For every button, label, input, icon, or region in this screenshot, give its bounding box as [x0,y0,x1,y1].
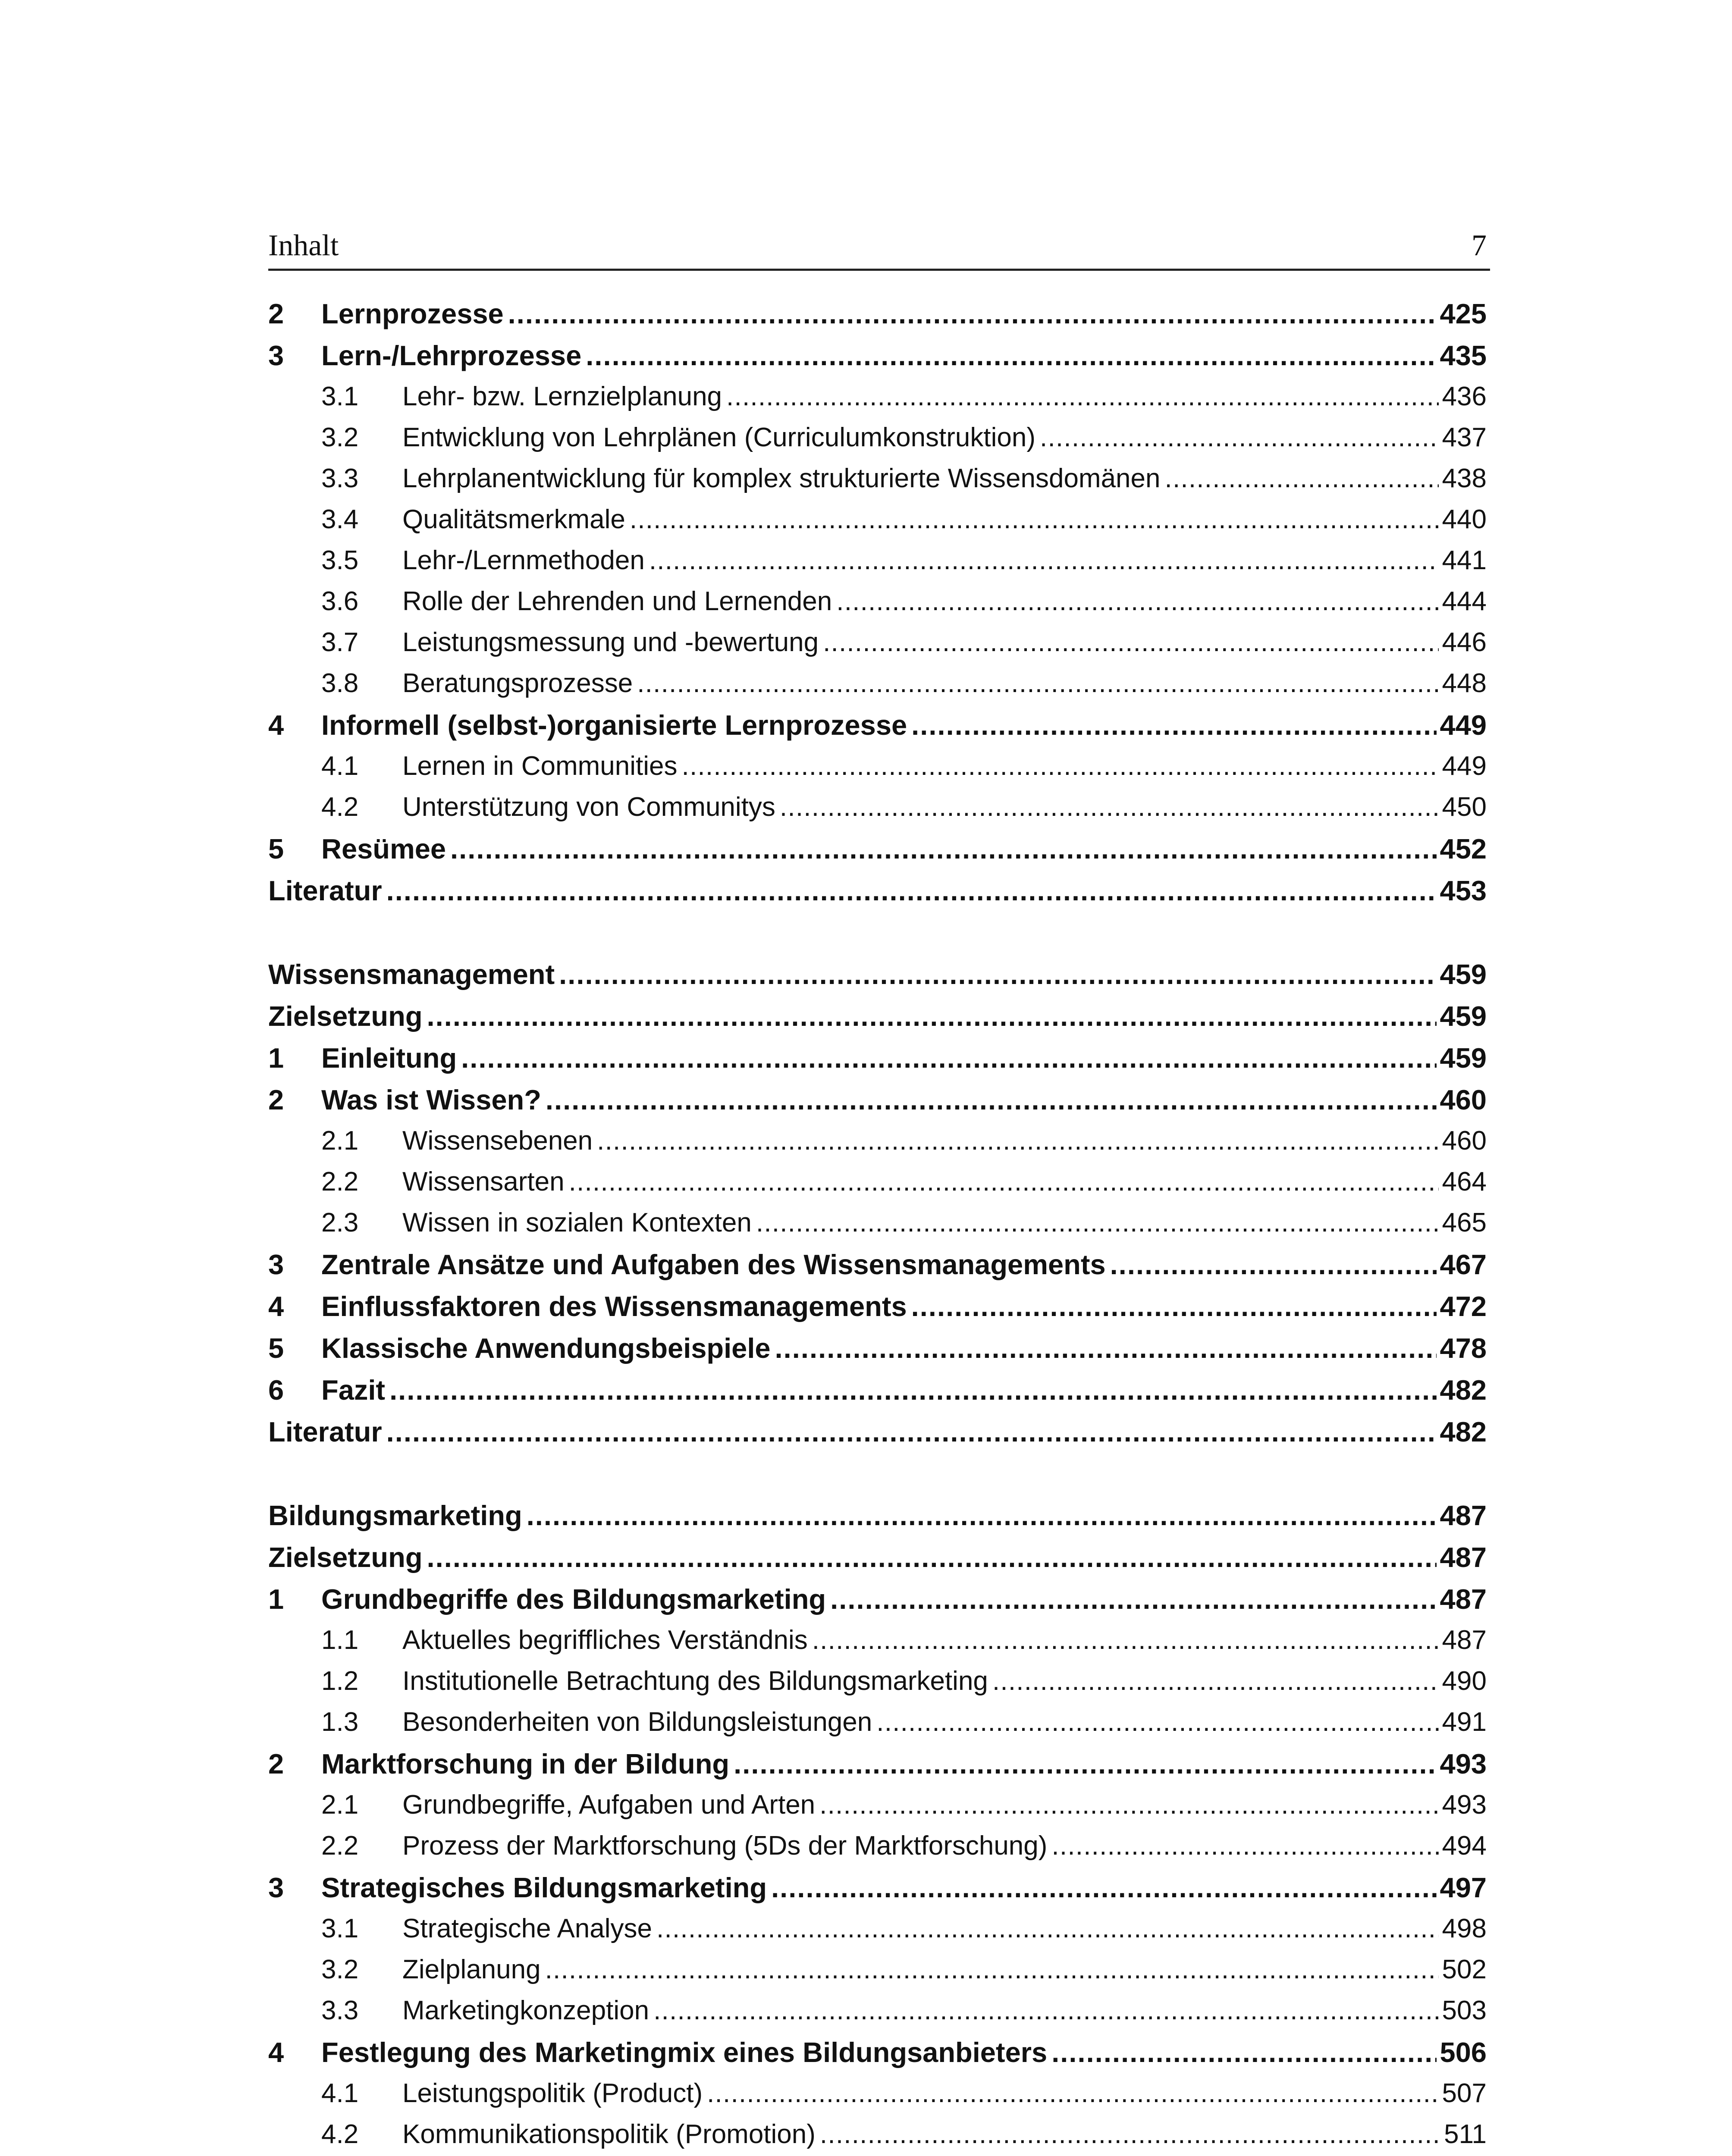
dot-leader [756,1207,1439,1238]
toc-entry-number: 2.2 [321,1167,359,1197]
toc-entry-title: Prozess der Marktforschung (5Ds der Marktforschung) [402,1831,1048,1861]
toc-entry-title: Literatur [268,875,382,906]
toc-entry-title: Zielsetzung [268,1542,423,1573]
toc-entry-title: Festlegung des Marketingmix eines Bildungsanbieters [321,2037,1048,2068]
toc-entry-number: 5 [268,833,284,865]
toc-entry-subsection[interactable] [268,1166,1490,1207]
toc-entry-subsection[interactable] [268,1625,1490,1666]
toc-entry-title: Was ist Wissen? [321,1084,541,1116]
toc-entry-title: Beratungsprozesse [402,668,633,698]
toc-entry-subsection[interactable] [268,1666,1490,1707]
dot-leader [427,1000,1437,1032]
toc-entry-page: 438 [1442,464,1487,493]
toc-entry-number: 3.2 [321,1955,359,1984]
toc-entry-page: 511 [1444,2119,1487,2149]
toc-entry-title: Qualitätsmerkmale [402,505,625,534]
toc-entry-number: 1.3 [321,1707,359,1737]
toc-entry-page: 494 [1442,1831,1487,1861]
toc-entry-page: 450 [1442,792,1487,822]
toc-entry-page: 459 [1440,1000,1487,1032]
toc-entry-page: 448 [1442,668,1487,698]
toc-entry-page: 467 [1440,1249,1487,1280]
dot-leader [389,1374,1436,1406]
toc-entry-number: 3.7 [321,627,359,657]
dot-leader [630,504,1439,535]
dot-leader [911,1290,1437,1322]
toc-entry-chapter[interactable] [268,339,1490,381]
toc-entry-subsection[interactable] [268,1995,1490,2036]
toc-entry-number: 3.4 [321,505,359,534]
dot-leader [559,958,1436,990]
toc-entry-subsection[interactable] [268,751,1490,792]
toc-entry-title: Lernprozesse [321,298,504,329]
toc-entry-page: 441 [1442,545,1487,575]
toc-entry-chapter[interactable] [268,1084,1490,1125]
toc-entry-page: 460 [1442,1126,1487,1156]
toc-entry-number: 3 [268,1249,284,1280]
dot-leader [707,2078,1438,2109]
toc-entry-title: Wissensebenen [402,1126,593,1156]
toc-entry-page: 493 [1440,1748,1487,1780]
dot-leader [1051,1830,1438,1861]
toc-entry-chapter[interactable] [268,709,1490,751]
toc-entry-page: 437 [1442,423,1487,452]
dot-leader [911,709,1436,741]
toc-entry-page: 506 [1440,2037,1487,2068]
toc-entry-page: 487 [1440,1583,1487,1615]
dot-leader [726,381,1439,412]
toc-entry-title: Lernen in Communities [402,751,678,781]
toc-entry-title: Lehr- bzw. Lernzielplanung [402,382,722,411]
dot-leader [637,668,1438,699]
toc-entry-chapter[interactable] [268,874,1490,916]
toc-entry-number: 3 [268,340,284,371]
toc-entry-chapter[interactable] [268,1499,1490,1541]
dot-leader [386,1416,1437,1448]
toc-entry-chapter[interactable] [268,1416,1490,1457]
toc-entry-chapter[interactable] [268,1871,1490,1913]
dot-leader [836,586,1438,617]
toc-entry-page: 493 [1442,1790,1487,1820]
toc-entry-title: Institutionelle Betrachtung des Bildungsmarketing [402,1666,988,1696]
toc-entry-page: 460 [1440,1084,1487,1116]
toc-entry-subsection[interactable] [268,2119,1490,2156]
dot-leader [461,1042,1436,1074]
dot-leader [545,1954,1439,1985]
toc-entry-title: Kommunikationspolitik (Promotion) [402,2119,816,2149]
toc-entry-title: Wissensmanagement [268,959,555,990]
toc-entry-title: Zielsetzung [268,1000,423,1032]
toc-entry-number: 2 [268,1084,284,1116]
toc-entry-page: 465 [1442,1208,1487,1238]
toc-entry-subsection[interactable] [268,1125,1490,1166]
toc-entry-page: 459 [1440,959,1487,990]
toc-entry-title: Klassische Anwendungsbeispiele [321,1332,771,1364]
toc-entry-number: 4.1 [321,2078,359,2108]
toc-entry-page: 482 [1440,1416,1487,1448]
toc-entry-title: Bildungsmarketing [268,1500,522,1531]
toc-entry-page: 446 [1442,627,1487,657]
dot-leader [653,1995,1438,2026]
dot-leader [771,1871,1436,1904]
toc-entry-title: Lehr-/Lernmethoden [402,545,645,575]
toc-entry-page: 453 [1440,875,1487,906]
toc-entry-title: Zielplanung [402,1955,541,1984]
toc-entry-chapter[interactable] [268,298,1490,339]
toc-entry-page: 435 [1440,340,1487,371]
toc-entry-page: 459 [1440,1042,1487,1074]
toc-entry-subsection[interactable] [268,2078,1490,2119]
toc-section [268,298,1490,916]
dot-leader [734,1748,1436,1780]
toc-entry-page: 487 [1440,1542,1487,1573]
dot-leader [830,1583,1436,1615]
toc-section [268,1499,1490,2156]
header-title: Inhalt [268,229,339,262]
toc-entry-subsection[interactable] [268,504,1490,545]
toc-entry-number: 3.1 [321,1914,359,1943]
toc-entry-number: 3.3 [321,464,359,493]
toc-entry-title: Besonderheiten von Bildungsleistungen [402,1707,872,1737]
toc-entry-title: Entwicklung von Lehrplänen (Curriculumkonstruktion) [402,423,1036,452]
dot-leader [427,1541,1437,1573]
toc-entry-title: Zentrale Ansätze und Aufgaben des Wissensmanagements [321,1249,1106,1280]
toc-entry-title: Marktforschung in der Bildung [321,1748,730,1780]
toc-entry-subsection[interactable] [268,545,1490,586]
toc-entry-page: 440 [1442,505,1487,534]
toc-entry-subsection[interactable] [268,586,1490,627]
toc-entry-number: 3.3 [321,1996,359,2025]
toc-entry-page: 436 [1442,382,1487,411]
toc-entry-number: 3.5 [321,545,359,575]
toc-entry-number: 1 [268,1042,284,1074]
table-of-contents [268,298,1490,2156]
dot-leader [1040,422,1439,453]
toc-entry-subsection[interactable] [268,668,1490,709]
toc-entry-number: 3.8 [321,668,359,698]
toc-entry-page: 425 [1440,298,1487,329]
toc-entry-chapter[interactable] [268,1290,1490,1332]
toc-entry-subsection[interactable] [268,381,1490,422]
toc-entry-page: 490 [1442,1666,1487,1696]
toc-entry-subsection[interactable] [268,627,1490,668]
dot-leader [508,298,1437,330]
dot-leader [682,751,1439,781]
toc-entry-title: Unterstützung von Communitys [402,792,775,822]
toc-entry-chapter[interactable] [268,2036,1490,2078]
dot-leader [992,1666,1439,1696]
toc-entry-page: 464 [1442,1167,1487,1197]
toc-entry-subsection[interactable] [268,1707,1490,1748]
toc-entry-chapter[interactable] [268,1000,1490,1042]
toc-entry-page: 498 [1442,1914,1487,1943]
toc-entry-page: 487 [1442,1625,1487,1655]
toc-entry-title: Rolle der Lehrenden und Lernenden [402,586,832,616]
toc-entry-page: 452 [1440,833,1487,865]
toc-entry-number: 3.1 [321,382,359,411]
toc-entry-chapter[interactable] [268,1748,1490,1789]
toc-entry-chapter[interactable] [268,958,1490,1000]
header-page-number: 7 [1472,229,1487,262]
toc-entry-number: 4.2 [321,792,359,822]
toc-entry-title: Leistungspolitik (Product) [402,2078,703,2108]
toc-entry-subsection[interactable] [268,1954,1490,1995]
toc-entry-number: 2 [268,298,284,329]
toc-entry-title: Literatur [268,1416,382,1448]
toc-entry-number: 4.2 [321,2119,359,2149]
toc-entry-title: Einflussfaktoren des Wissensmanagements [321,1291,907,1322]
toc-entry-number: 1.2 [321,1666,359,1696]
toc-entry-chapter[interactable] [268,1374,1490,1416]
dot-leader [649,545,1439,576]
toc-entry-title: Strategisches Bildungsmarketing [321,1872,767,1903]
toc-entry-title: Lehrplanentwicklung für komplex strukturierte Wissensdomänen [402,464,1161,493]
toc-entry-chapter[interactable] [268,1042,1490,1084]
dot-leader [1165,463,1439,494]
dot-leader [1051,2036,1436,2068]
dot-leader [597,1125,1438,1156]
toc-entry-number: 4 [268,2037,284,2068]
toc-entry-subsection[interactable] [268,463,1490,504]
toc-entry-title: Wissensarten [402,1167,565,1197]
toc-entry-number: 4 [268,1291,284,1322]
toc-entry-page: 478 [1440,1332,1487,1364]
dot-leader [656,1913,1439,1944]
toc-entry-number: 4 [268,709,284,741]
toc-entry-page: 449 [1442,751,1487,781]
toc-entry-page: 449 [1440,709,1487,741]
dot-leader [876,1707,1438,1737]
toc-entry-page: 503 [1442,1996,1487,2025]
toc-entry-number: 3.2 [321,423,359,452]
toc-entry-chapter[interactable] [268,1583,1490,1625]
dot-leader [820,2119,1440,2150]
toc-entry-number: 2.3 [321,1208,359,1238]
toc-section [268,958,1490,1457]
toc-entry-number: 2.1 [321,1126,359,1156]
dot-leader [812,1625,1439,1655]
toc-entry-chapter[interactable] [268,1332,1490,1374]
toc-entry-number: 2.1 [321,1790,359,1820]
toc-entry-page: 482 [1440,1374,1487,1406]
toc-entry-number: 3.6 [321,586,359,616]
toc-entry-number: 5 [268,1332,284,1364]
toc-entry-chapter[interactable] [268,1248,1490,1290]
toc-entry-title: Informell (selbst-)organisierte Lernprozesse [321,709,907,741]
toc-entry-subsection[interactable] [268,1830,1490,1871]
toc-entry-page: 472 [1440,1291,1487,1322]
toc-entry-subsection[interactable] [268,1789,1490,1830]
toc-entry-number: 2.2 [321,1831,359,1861]
toc-entry-title: Grundbegriffe, Aufgaben und Arten [402,1790,816,1820]
dot-leader [780,792,1439,822]
toc-entry-title: Aktuelles begriffliches Verständnis [402,1625,808,1655]
toc-entry-number: 3 [268,1872,284,1903]
toc-entry-page: 487 [1440,1500,1487,1531]
toc-entry-page: 444 [1442,586,1487,616]
dot-leader [546,1084,1437,1116]
dot-leader [450,833,1437,865]
toc-entry-title: Strategische Analyse [402,1914,653,1943]
toc-entry-chapter[interactable] [268,1541,1490,1583]
toc-entry-number: 6 [268,1374,284,1406]
toc-entry-title: Leistungsmessung und -bewertung [402,627,819,657]
dot-leader [586,339,1436,372]
dot-leader [775,1332,1437,1364]
toc-entry-number: 1 [268,1583,284,1615]
toc-entry-title: Marketingkonzeption [402,1996,650,2025]
dot-leader [819,1789,1438,1820]
page-header [268,220,1490,271]
toc-entry-title: Fazit [321,1374,386,1406]
toc-entry-title: Lern-/Lehrprozesse [321,340,582,371]
toc-entry-subsection[interactable] [268,792,1490,833]
toc-entry-page: 491 [1442,1707,1487,1737]
toc-entry-title: Einleitung [321,1042,457,1074]
toc-entry-page: 497 [1440,1872,1487,1903]
dot-leader [823,627,1438,658]
toc-entry-chapter[interactable] [268,833,1490,874]
dot-leader [527,1499,1437,1532]
toc-entry-number: 4.1 [321,751,359,781]
toc-entry-title: Grundbegriffe des Bildungsmarketing [321,1583,826,1615]
toc-entry-title: Wissen in sozialen Kontexten [402,1208,752,1238]
dot-leader [386,874,1437,907]
dot-leader [1110,1248,1437,1281]
toc-entry-subsection[interactable] [268,1207,1490,1248]
toc-entry-number: 2 [268,1748,284,1780]
toc-entry-page: 502 [1442,1955,1487,1984]
toc-entry-subsection[interactable] [268,422,1490,463]
toc-entry-title: Resümee [321,833,446,865]
toc-entry-page: 507 [1442,2078,1487,2108]
toc-entry-subsection[interactable] [268,1913,1490,1954]
dot-leader [569,1166,1439,1197]
toc-entry-number: 1.1 [321,1625,359,1655]
